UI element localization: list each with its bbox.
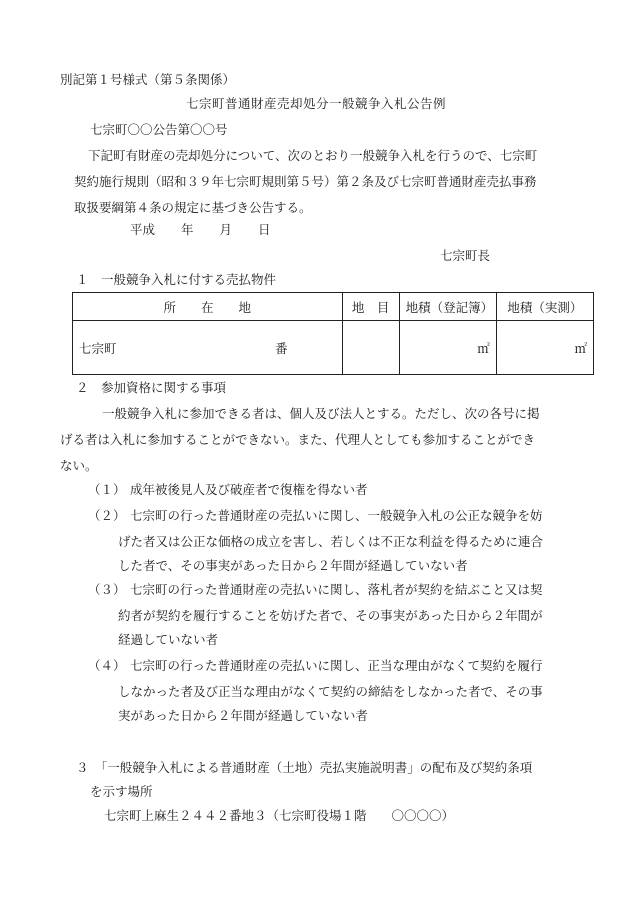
item-number: （３） bbox=[88, 582, 126, 597]
date-year: 年 bbox=[181, 222, 194, 237]
header-location: 所 在 地 bbox=[73, 293, 343, 321]
item-text: しなかった者及び正当な理由がなくて契約の締結をしなかった者で、その事 bbox=[118, 684, 543, 699]
date-month: 月 bbox=[219, 222, 233, 237]
header-area-registry: 地積（登記簿） bbox=[399, 293, 496, 321]
table-row bbox=[73, 321, 594, 375]
section2-heading: ２ 参加資格に関する事項 bbox=[76, 380, 227, 395]
section2-body-line: げる者は入札に参加することができない。また、代理人としても参加することができ bbox=[60, 432, 536, 447]
item-text: した者で、その事実があった日から２年間が経過していない者 bbox=[118, 558, 468, 573]
notice-number: 七宗町〇〇公告第〇〇号 bbox=[90, 122, 228, 137]
item-text: 七宗町の行った普通財産の売払いに関し、落札者が契約を結ぶこと又は契 bbox=[130, 582, 543, 597]
property-table bbox=[72, 292, 594, 375]
location-town: 七宗町 bbox=[79, 340, 117, 356]
section1-heading: １ 一般競争入札に付する売払物件 bbox=[76, 272, 277, 287]
item-text: 七宗町の行った普通財産の売払いに関し、一般競争入札の公正な競争を妨 bbox=[130, 508, 543, 523]
date-day: 日 bbox=[258, 222, 271, 237]
page-title: 七宗町普通財産売却処分一般競争入札公告例 bbox=[186, 96, 447, 111]
item-number: （１） bbox=[88, 482, 126, 497]
section2-body-line: 一般競争入札に参加できる者は、個人及び法人とする。ただし、次の各号に掲 bbox=[102, 406, 540, 421]
date-era: 平成 bbox=[130, 222, 156, 237]
item-number: （４） bbox=[88, 658, 126, 673]
section3-heading: を示す場所 bbox=[90, 784, 153, 799]
cell-area-measured: ㎡ bbox=[496, 321, 593, 375]
intro-line: 取扱要綱第４条の規定に基づき公告する。 bbox=[74, 200, 312, 215]
cell-location bbox=[73, 321, 343, 375]
intro-line: 契約施行規則（昭和３９年七宗町規則第５号）第２条及び七宗町普通財産売払事務 bbox=[74, 174, 537, 189]
section2-body-line: ない。 bbox=[60, 458, 98, 473]
section3-address: 七宗町上麻生２４４２番地３（七宗町役場１階 〇〇〇〇） bbox=[104, 808, 455, 823]
item-text: 成年被後見人及び破産者で復権を得ない者 bbox=[130, 482, 368, 497]
item-number: （２） bbox=[88, 508, 126, 523]
cell-category bbox=[342, 321, 399, 375]
header-category: 地 目 bbox=[342, 293, 399, 321]
location-lot: 番 bbox=[275, 340, 288, 356]
item-text: げた者又は公正な価格の成立を害し、若しくは不正な利益を得るために連合 bbox=[118, 534, 544, 549]
item-text: 約者が契約を履行することを妨げた者で、その事実があった日から２年間が bbox=[118, 608, 543, 623]
section3-heading: ３ 「一般競争入札による普通財産（土地）売払実施説明書」の配布及び契約条項 bbox=[76, 760, 533, 775]
cell-area-registry: ㎡ bbox=[399, 321, 496, 375]
date-line bbox=[130, 222, 271, 238]
table-header-row bbox=[73, 293, 594, 321]
item-text: 実があった日から２年間が経過していない者 bbox=[118, 708, 368, 723]
item-text: 七宗町の行った普通財産の売払いに関し、正当な理由がなくて契約を履行 bbox=[130, 658, 543, 673]
header-area-measured: 地積（実測） bbox=[496, 293, 593, 321]
item-text: 経過していない者 bbox=[118, 632, 219, 647]
intro-line: 下記町有財産の売却処分について、次のとおり一般競争入札を行うので、七宗町 bbox=[88, 148, 538, 163]
signer: 七宗町長 bbox=[440, 248, 491, 263]
form-header: 別記第１号様式（第５条関係） bbox=[60, 72, 236, 87]
